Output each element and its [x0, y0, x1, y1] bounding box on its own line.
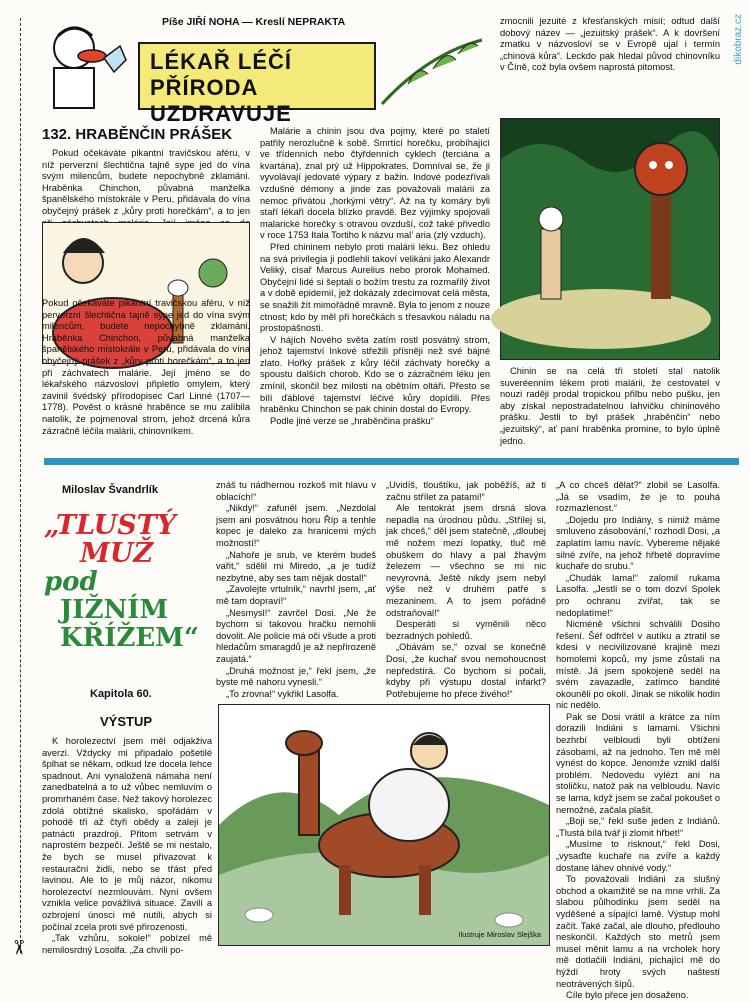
paragraph: „Dojedu pro Indiány, s nimiž máme smluveno zásobování,“ rozhodl Dosi, „a zaplatím lamu navíc. Vybereme nějaké silné zvíře, na jehož hřbetě dopravíme kuchaře do srubu.“	[556, 514, 720, 572]
paragraph: „Tak vzhůru, sokole!“ pobízel mě nemilosrdný Losolfa. „Za chvíli po-	[42, 933, 212, 955]
serial-title	[44, 512, 204, 652]
paragraph: „Boji se,“ řekl suše jeden z Indiánů. „Tlustá bílá tvář ji zlomit hřbet!“	[556, 816, 720, 838]
paragraph: K horolezectví jsem měl odjakživa averzi. Vždycky mi připadalo pošetilé šplhat se někam, odkud lze docela lehce spadnout. Ani vynaložená námaha není zanedbatelná a to už vůbec nemluvím o promrhaném čase. Než takový horolezec zdolá obtížné skalisko, spořádám v pohodě tři až čtyři obědy a zaleji je patnácti prazdroji. Přitom setrvám v naprostém bezpečí. Ještě se mi nestalo, že bych se musel přivazovat k restaurační židli, nebo se třást před lavinou. Ale to je můj názor, nikomu horolezectví nezmlouvám. Nyní ovšem vznikla velice povážlivá situace. Zavilí a ozbrojení únosci mě nutili, abych si počínal zcela proti své přirozenosti.	[42, 736, 212, 932]
paragraph: „Obávám se,“ ozval se konečně Dosi, „že kuchař svou nemohoucnost nepředstírá. Co bychom si počali, kdyby při výstupu dostal infarkt? Potřebujeme ho přece živého!“	[386, 642, 546, 699]
article1-col2	[260, 126, 490, 456]
paragraph: To považovali Indiáni za slušný obchod a okamžitě se na mne vrhli. Za slabou půlhodinku jsem seděl na vyděšené a sípající lamě. Výstup mohl začít. Také začal, ale dlouho, předlouho neskončil. Každých sto metrů jsem musel měnit lamu a na vrcholek hory mě dotlačili Indiáni, pichající mě do hýždí hroty svých naštestí neotrávených šípů.	[556, 874, 720, 989]
article2-col4	[556, 480, 720, 1001]
paragraph: Před chininem nebylo proti malárii léku. Bez ohledu na svá privilegia ji podlehli takoví velikáni jako Alexandr Veliký, císař Marcus Aurelius nebo prorok Mohamed. Obyčejní lidé si šeptali o božím trestu za rozmařilý život a v době epidemií, jež dokázaly zdecimovat celá města, se snažili žít mimořádně mravně. Byla to jenom z nouze ctnost; kdo by měl při horečkách s třesavkou náladu na prostopášnosti.	[260, 241, 490, 334]
paragraph-continued	[42, 298, 250, 437]
article1-col3-top	[500, 16, 720, 112]
author: Miloslav Švandrlík	[62, 484, 158, 496]
title-line-2: PŘÍRODA UZDRAVUJE	[150, 75, 292, 126]
article2-col2	[216, 480, 376, 699]
cut-line	[20, 18, 21, 953]
byline: Píše JIŘÍ NOHA — Kreslí NEPRAKTA	[162, 16, 346, 28]
title-green-1: pod	[44, 567, 98, 597]
site-url: dikobraz.cz	[733, 14, 744, 65]
paragraph: „Uvidíš, tlouštíku, jak poběžíš, až ti začnu střílet za patami!“	[386, 480, 546, 502]
paragraph: Chinin se na celá tři století stal natolik suveréenním lékem proti malárii, že cestovatel v nouzi raději prodal tropickou přilbu nebo pušku, jen aby získal nepostradatelnou lahvičku chininového prášku. Jestli to byl prášek „hraběnčin“ nebo „jezuitský“, ať paní hraběnka promine, to bylo úplně jedno.	[500, 366, 720, 446]
section-divider	[44, 458, 739, 465]
title-line-1: LÉKAŘ LÉČÍ	[150, 49, 292, 74]
paragraph: Pokud očekáváte pikantní travičskou aféru, v níž perverzní šlechtična tajně sype jed do vína svým milencům, budete nepochybně zklamáni. Hraběnka Chinchon, půvabná manželka španělského místokrále v Peru, přidávala do vína obyčejný prášek z „kůry proti horečkám“, a to jen	[42, 148, 250, 216]
paragraph: „Chudák lama!“ zalomil rukama Lasolfa. „Jestli se o tom dozví Spolek pro ochranu zvířat, tak se nedoplatíme!“	[556, 572, 720, 618]
paragraph: V hájích Nového světa zatím rostl posvátný strom, jehož tajemství Inkové střežili přísněji než své bájné zlato. Hořký prášek z kůry léčil záchvaty horečky a spoustu dalších chorob. Kdo se o zázračném léku jen zmínil, skončil bez milosti na obětním oltáři. Přesto se bílí ďáblové tajemství léčivé kůry dopídili. Přes hraběnku Chinchon se pak chinin dostal do Evropy.	[260, 334, 490, 415]
paragraph: „Druhá možnost je,“ řekl jsem, „že byste mě nahoru vynesli.“	[216, 665, 376, 688]
paragraph: Pak se Dosi vrátil a krátce za ním dorazili Indiáni s lamami. Všichni bezhrbí velbloudi byli obtíženi zásobami, až na jednoho. Ten mě měl vynést do kopce. Jenomže vznikl další problém. Nedovedu vylézt ani na stoličku, natož pak na velbloudu. Navíc se lama, když jsem se začal pokoušet o nemožné, začala plašit.	[556, 711, 720, 815]
paragraph: zmocnili jezuité z křesťanských misií; odtud další dobový název — „jezuitský prášek“. A k dovršení zmatku v názvosloví se v Evropě ujal i termín „chinová kůra“. Leckdo pak hledal původ chinovníku v Číně, což byla ovšem naprostá pitomost.	[500, 16, 720, 73]
article2-col1	[42, 736, 212, 956]
paragraph: „To zrovna!“ vykřikl Lasolfa.	[226, 688, 339, 699]
title-green-2: JIŽNÍM	[60, 595, 169, 625]
paragraph: „A co chceš dělat?“ zlobil se Lasolfa. „Já se vsadím, že je to pouhá rozmazlenost.“	[556, 480, 720, 514]
herb-illustration	[378, 34, 486, 110]
title-green-3: KŘÍŽEM“	[60, 623, 199, 653]
paragraph: „Nahoře je srub, ve kterém budeš vařit,“ sdělil mi Miredo, „a je tudíž nezbytné, aby ses tam nějak dostal!“	[216, 549, 376, 583]
chapter-number: Kapitola 60.	[90, 688, 152, 700]
title-red-2: MUŽ	[80, 538, 154, 569]
title-red-1: „TLUSTÝ	[44, 510, 177, 541]
paragraph: „Nikdy!“ zafuněl jsem. „Nezdolal jsem ani posvátnou horu Říp a tenhle kopec je daleko za hranicemi mých možností!“	[216, 503, 376, 548]
article2-col3	[386, 480, 546, 699]
jungle-illustration	[500, 118, 720, 360]
llama-illustration	[218, 704, 550, 946]
col1-text: Pokud očekáváte pikantní travičskou aféru, v níž perverzní šlechtična tajně sype jed do vína svým milencům, budete nepochybně zklamáni. Hraběnka Chinchon, půvabná manželka španělského místokrále v Peru, přidávala do vína obyčejný prášek z „kůry proti horečkám“, a to jen při záchvatech malárie. Její jméno se do lékařského názvosloví připletlo omylem, který zavinil švédský přírodopisec Carl Linné (1707—1778). Pověst o krásné hraběnce se mu zalíbila natolik, že pojmenoval strom, jehož drcená kůra zázračně léčila malárii, chinovníkem.	[42, 298, 250, 436]
title-box	[138, 42, 376, 126]
scissors-icon: ✂	[6, 939, 29, 956]
paragraph: „Zavolejte vrtulník,“ navrhl jsem, „ať mě tam dopraví!“	[216, 584, 376, 606]
paragraph: Cíle bylo přece jen dosaženo.	[566, 990, 689, 1001]
article1-col1-bottom	[42, 298, 250, 456]
paragraph: „Musíme to risknout,“ řekl Dosi, „vysaďte kuchaře na zvíře a každý dostane láhev ohnivé vody.“	[556, 839, 720, 873]
paragraph: „Nesmysl!“ zavrčel Dosi. „Ne že bychom si takovou hračku nemohli dovolit. Ale policie má oči všude a proti hledačům smaragdů je až nepřirozeně zaujatá.“	[216, 607, 376, 664]
article-heading: 132. HRABĚNČIN PRÁŠEK	[42, 126, 233, 143]
illustration-caption: Ilustruje Miroslav Slejška	[458, 930, 541, 939]
paragraph: znáš tu nádhernou rozkoš mít hlavu v oblacích!“	[216, 480, 376, 502]
article1-col3-bottom	[500, 366, 720, 456]
paragraph: Nicméně všichni schválili Dosiho řešení. Šéf odfrčel v autíku a ztratil se kdesi v necivilizované krajině mezi homolemi kopců, my jsme zůstali na místě. Já jsem spokojeně seděl na svém zavazadle, zatímco bandité okouněli po okolí. Jinak se nikolik hodin nic nedělo.	[556, 619, 720, 711]
paragraph: Malárie a chinin jsou dva pojmy, které po staletí patřily nerozlučně k sobě. Smrtící horečku, probíhající ve třídenních nebo čtyřdenních cyklech (terciána a kvartána), znal prý už Hippokrates. Domníval se, že ji vyvolávají jedovaté výpary z bažin. Indové podezřívali vzdušné démony a jinde zas považovali malárii za nemoc přivátou „horkými větry“. Až na ty komáry byli staří lékaři docela blízko pravdě. Bez výjimky spojovali malarické horečky s otravou ovzduší, což také přivedlo v roce 1753 Itala Tortiho k názvu mal’ aria (zlý vzduch).	[260, 126, 490, 241]
article1-col1-top	[42, 148, 250, 216]
paragraph: Ale tentokrát jsem drsná slova nepadla na úrodnou půdu. „Střílej si, jak chceš,“ děl jsem statečně, „dloubej mě nožem mezi lopatky, tluč mě obuškem do hlavy a pal žhavým železem — všechno se mi nic nevyrovná. Ještě nikdy jsem nebyl výše než v druhém patře s mezaninem. A to jsem pořádně odstraňoval!“	[386, 503, 546, 618]
paragraph: Podle jiné verze se „hraběnčina prášku“	[270, 415, 434, 426]
doctor-illustration	[34, 16, 134, 112]
paragraph: Desperáti si vyměnili něco bezradných pohledů.	[386, 619, 546, 641]
chapter-title: VÝSTUP	[100, 714, 153, 729]
